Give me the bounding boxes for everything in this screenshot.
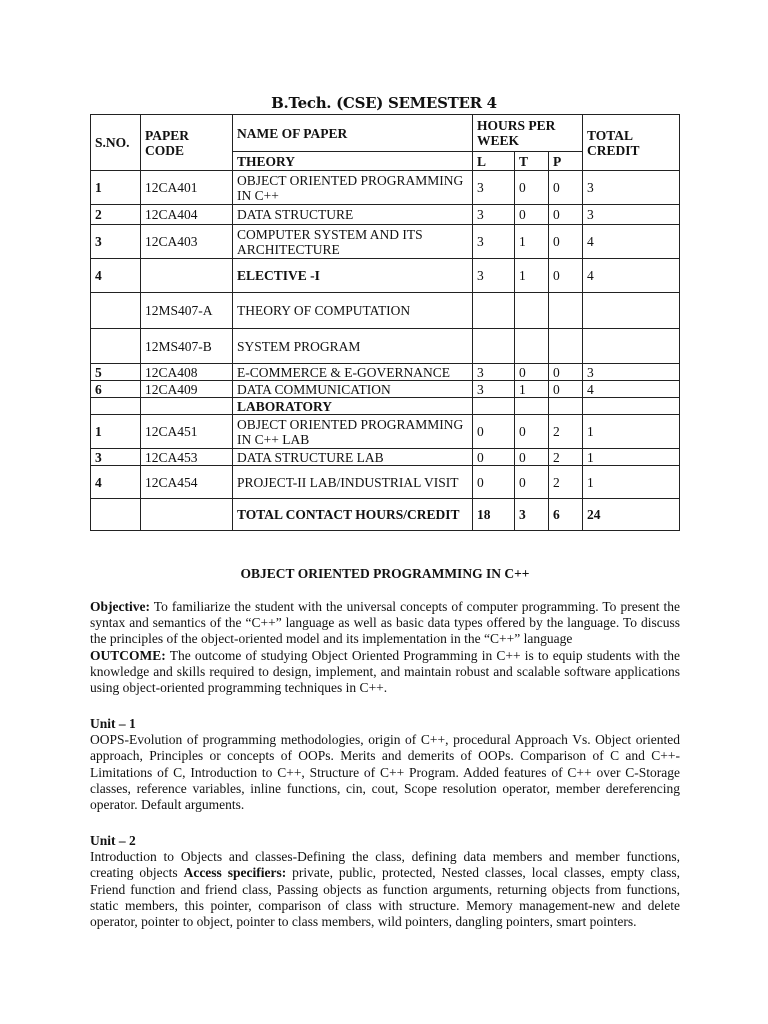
cell-t: 0 bbox=[515, 466, 549, 499]
cell-p bbox=[549, 293, 583, 329]
cell-p: 0 bbox=[549, 171, 583, 205]
unit1-heading: Unit – 1 bbox=[90, 716, 136, 731]
header-l: L bbox=[473, 152, 515, 171]
table-row bbox=[91, 449, 680, 466]
access-specifiers-label: Access specifiers: bbox=[183, 865, 287, 881]
cell-credit: 1 bbox=[583, 466, 680, 499]
cell-p: 0 bbox=[549, 225, 583, 259]
cell-p: 2 bbox=[549, 449, 583, 466]
cell-code: 12CA454 bbox=[141, 466, 233, 499]
cell-credit: 4 bbox=[583, 259, 680, 293]
header-paper-code: PAPER CODE bbox=[141, 115, 233, 171]
cell-sno: 4 bbox=[91, 466, 141, 499]
total-row bbox=[91, 499, 680, 531]
table-row bbox=[91, 293, 680, 329]
total-credit: 24 bbox=[583, 499, 680, 531]
cell-t: 1 bbox=[515, 225, 549, 259]
cell-name: OBJECT ORIENTED PROGRAMMING IN C++ LAB bbox=[233, 415, 473, 449]
laboratory-label: LABORATORY bbox=[233, 398, 473, 415]
laboratory-row bbox=[91, 398, 680, 415]
cell-credit: 1 bbox=[583, 415, 680, 449]
table-row bbox=[91, 259, 680, 293]
cell-l: 3 bbox=[473, 381, 515, 398]
cell-p: 0 bbox=[549, 259, 583, 293]
cell-credit: 4 bbox=[583, 381, 680, 398]
outcome-paragraph bbox=[90, 648, 680, 697]
cell-code: 12CA404 bbox=[141, 205, 233, 225]
cell-name: PROJECT-II LAB/INDUSTRIAL VISIT bbox=[233, 466, 473, 499]
objective-block bbox=[90, 599, 680, 696]
cell-code: 12MS407-A bbox=[141, 293, 233, 329]
cell-sno: 1 bbox=[91, 171, 141, 205]
cell-credit bbox=[583, 293, 680, 329]
table-row bbox=[91, 329, 680, 364]
cell-name: DATA STRUCTURE LAB bbox=[233, 449, 473, 466]
cell-t: 0 bbox=[515, 171, 549, 205]
objective-paragraph bbox=[90, 599, 680, 648]
cell-name: SYSTEM PROGRAM bbox=[233, 329, 473, 364]
unit2-block bbox=[90, 833, 680, 930]
cell-name: THEORY OF COMPUTATION bbox=[233, 293, 473, 329]
cell-l: 3 bbox=[473, 225, 515, 259]
table-row bbox=[91, 205, 680, 225]
cell-l: 0 bbox=[473, 415, 515, 449]
cell-credit: 4 bbox=[583, 225, 680, 259]
table-header-row bbox=[91, 115, 680, 152]
theory-label: THEORY bbox=[233, 152, 473, 171]
cell-p: 2 bbox=[549, 466, 583, 499]
cell-l: 0 bbox=[473, 449, 515, 466]
cell-code: 12CA403 bbox=[141, 225, 233, 259]
table-row bbox=[91, 171, 680, 205]
cell-sno bbox=[91, 293, 141, 329]
cell-t: 0 bbox=[515, 205, 549, 225]
cell-code: 12CA451 bbox=[141, 415, 233, 449]
unit1-block bbox=[90, 716, 680, 813]
cell-p: 0 bbox=[549, 205, 583, 225]
cell-l: 3 bbox=[473, 205, 515, 225]
total-t: 3 bbox=[515, 499, 549, 531]
total-label: TOTAL CONTACT HOURS/CREDIT bbox=[233, 499, 473, 531]
cell-credit bbox=[583, 329, 680, 364]
cell-l bbox=[473, 293, 515, 329]
course-title: OBJECT ORIENTED PROGRAMMING IN C++ bbox=[240, 566, 530, 581]
cell-l: 3 bbox=[473, 364, 515, 381]
cell-l bbox=[473, 329, 515, 364]
cell-t bbox=[515, 293, 549, 329]
cell-p bbox=[549, 329, 583, 364]
cell-code: 12CA409 bbox=[141, 381, 233, 398]
cell-t: 1 bbox=[515, 259, 549, 293]
cell-sno: 5 bbox=[91, 364, 141, 381]
cell-credit: 3 bbox=[583, 171, 680, 205]
page-title: B.Tech. (CSE) SEMESTER 4 bbox=[271, 94, 497, 112]
cell-t bbox=[515, 329, 549, 364]
outcome-text: The outcome of studying Object Oriented Programming in C++ is to equip students with the knowledge and skills required to design, implement, and maintain robust and scalable software applications using object-oriented programming techniques in C++. bbox=[90, 647, 680, 696]
header-p: P bbox=[549, 152, 583, 171]
cell-t: 0 bbox=[515, 449, 549, 466]
cell-sno: 6 bbox=[91, 381, 141, 398]
cell-p: 2 bbox=[549, 415, 583, 449]
cell-sno: 1 bbox=[91, 415, 141, 449]
cell-l: 0 bbox=[473, 466, 515, 499]
cell-name: DATA STRUCTURE bbox=[233, 205, 473, 225]
cell-name: COMPUTER SYSTEM AND ITS ARCHITECTURE bbox=[233, 225, 473, 259]
cell-name: ELECTIVE -I bbox=[233, 259, 473, 293]
unit2-text-a: Introduction to Objects and classes-Defining the class, defining data members and member functions, creating objects bbox=[90, 849, 680, 881]
unit2-paragraph bbox=[90, 849, 680, 930]
unit2-text-b: private, public, protected, Nested classes, local classes, empty class, Friend function and friend class, Passing objects as function arguments, returning objects from functions, static members, this pointer, comparison of class with structure. Memory management-new and delete operator, pointer to object, pointer to class members, wild pointers, dangling pointers, smart pointers. bbox=[90, 865, 680, 930]
table-row bbox=[91, 466, 680, 499]
cell-p: 0 bbox=[549, 364, 583, 381]
outcome-label: OUTCOME: bbox=[90, 647, 166, 663]
cell-credit: 3 bbox=[583, 364, 680, 381]
unit1-text: OOPS-Evolution of programming methodologies, origin of C++, procedural Approach Vs. Object oriented approach, Principles or concepts of OOPs. Merits and demerits of OOPs. Comparison of C and C++- Limitations of C, Introduction to C++, Structure of C++ Program. Added features of C++ over C-Storage classes, reference variables, inline functions, cin, cout, Scope resolution operator, member dereferencing operator. Default arguments. bbox=[90, 732, 680, 813]
cell-sno: 3 bbox=[91, 225, 141, 259]
cell-l: 3 bbox=[473, 259, 515, 293]
cell-t: 0 bbox=[515, 415, 549, 449]
cell-credit: 1 bbox=[583, 449, 680, 466]
cell-code: 12CA408 bbox=[141, 364, 233, 381]
objective-label: Objective: bbox=[90, 599, 150, 614]
cell-name: OBJECT ORIENTED PROGRAMMING IN C++ bbox=[233, 171, 473, 205]
cell-t: 0 bbox=[515, 364, 549, 381]
table-row bbox=[91, 364, 680, 381]
cell-code: 12CA401 bbox=[141, 171, 233, 205]
semester-table bbox=[90, 114, 680, 531]
total-p: 6 bbox=[549, 499, 583, 531]
cell-l: 3 bbox=[473, 171, 515, 205]
cell-sno bbox=[91, 329, 141, 364]
cell-p: 0 bbox=[549, 381, 583, 398]
header-name-of-paper: NAME OF PAPER bbox=[233, 115, 473, 152]
total-l: 18 bbox=[473, 499, 515, 531]
cell-name: E-COMMERCE & E-GOVERNANCE bbox=[233, 364, 473, 381]
cell-credit: 3 bbox=[583, 205, 680, 225]
objective-text: To familiarize the student with the universal concepts of computer programming. To present the syntax and semantics of the “C++” language as well as basic data types offered by the language. To discuss the principles of the object-oriented model and its implementation in the “C++” language bbox=[90, 599, 680, 647]
cell-name: DATA COMMUNICATION bbox=[233, 381, 473, 398]
unit2-heading: Unit – 2 bbox=[90, 833, 136, 848]
cell-sno: 2 bbox=[91, 205, 141, 225]
header-t: T bbox=[515, 152, 549, 171]
table-row bbox=[91, 225, 680, 259]
header-total-credit: TOTAL CREDIT bbox=[583, 115, 680, 171]
cell-t: 1 bbox=[515, 381, 549, 398]
cell-sno: 3 bbox=[91, 449, 141, 466]
table-row bbox=[91, 415, 680, 449]
cell-code: 12CA453 bbox=[141, 449, 233, 466]
cell-sno: 4 bbox=[91, 259, 141, 293]
cell-code bbox=[141, 259, 233, 293]
header-sno: S.NO. bbox=[91, 115, 141, 171]
cell-code: 12MS407-B bbox=[141, 329, 233, 364]
header-hours-per-week: HOURS PER WEEK bbox=[473, 115, 583, 152]
table-row bbox=[91, 381, 680, 398]
